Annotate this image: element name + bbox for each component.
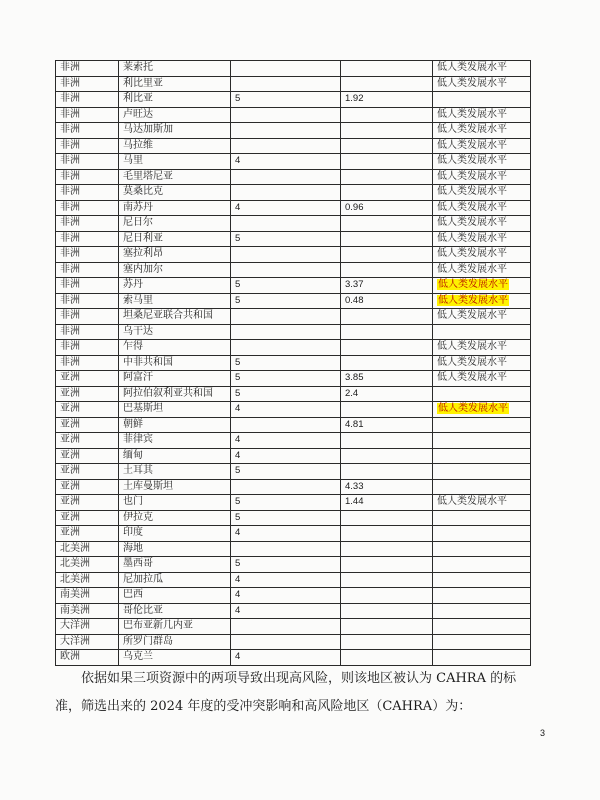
region-cell: 亚洲 <box>56 479 119 495</box>
development-level-cell <box>433 293 531 309</box>
table-row <box>56 588 531 604</box>
index-cell: 4.81 <box>341 417 433 433</box>
development-level-cell <box>433 510 531 526</box>
index-cell: 3.85 <box>341 371 433 387</box>
region-cell: 非洲 <box>56 154 119 170</box>
development-level-cell: 低人类发展水平 <box>433 185 531 201</box>
score-cell <box>231 634 341 650</box>
region-cell: 非洲 <box>56 247 119 263</box>
region-cell: 亚洲 <box>56 495 119 511</box>
country-cell: 毛里塔尼亚 <box>119 169 231 185</box>
table-row <box>56 200 531 216</box>
score-cell: 4 <box>231 526 341 542</box>
table-row <box>56 107 531 123</box>
highlighted-level-text: 低人类发展水平 <box>438 279 508 290</box>
country-cell: 塞拉利昂 <box>119 247 231 263</box>
country-cell: 阿富汗 <box>119 371 231 387</box>
table-row <box>56 262 531 278</box>
development-level-cell <box>433 324 531 340</box>
region-cell: 亚洲 <box>56 526 119 542</box>
country-cell: 卢旺达 <box>119 107 231 123</box>
region-cell: 非洲 <box>56 340 119 356</box>
region-cell: 非洲 <box>56 355 119 371</box>
table-row <box>56 371 531 387</box>
table-row <box>56 185 531 201</box>
index-cell <box>341 619 433 635</box>
table-row <box>56 541 531 557</box>
region-cell: 北美洲 <box>56 557 119 573</box>
index-cell <box>341 650 433 666</box>
country-cell: 哥伦比亚 <box>119 603 231 619</box>
country-cell: 利比亚 <box>119 92 231 108</box>
table-row <box>56 557 531 573</box>
table-row <box>56 309 531 325</box>
region-cell: 大洋洲 <box>56 634 119 650</box>
score-cell <box>231 324 341 340</box>
index-cell <box>341 123 433 139</box>
score-cell: 4 <box>231 603 341 619</box>
score-cell: 5 <box>231 464 341 480</box>
region-cell: 非洲 <box>56 123 119 139</box>
index-cell <box>341 557 433 573</box>
index-cell <box>341 448 433 464</box>
table-row <box>56 650 531 666</box>
country-cell: 菲律宾 <box>119 433 231 449</box>
country-cell: 尼日尔 <box>119 216 231 232</box>
development-level-cell: 低人类发展水平 <box>433 355 531 371</box>
score-cell <box>231 138 341 154</box>
table-row <box>56 433 531 449</box>
development-level-cell: 低人类发展水平 <box>433 154 531 170</box>
development-level-cell: 低人类发展水平 <box>433 61 531 77</box>
region-cell: 亚洲 <box>56 448 119 464</box>
index-cell <box>341 169 433 185</box>
region-cell: 北美洲 <box>56 572 119 588</box>
region-cell: 亚洲 <box>56 417 119 433</box>
development-level-cell <box>433 541 531 557</box>
index-cell <box>341 309 433 325</box>
development-level-cell: 低人类发展水平 <box>433 340 531 356</box>
country-cell: 马拉维 <box>119 138 231 154</box>
table-row <box>56 324 531 340</box>
table-row <box>56 278 531 294</box>
score-cell: 4 <box>231 154 341 170</box>
index-cell <box>341 433 433 449</box>
table-row <box>56 402 531 418</box>
region-cell: 非洲 <box>56 293 119 309</box>
index-cell: 1.44 <box>341 495 433 511</box>
region-cell: 非洲 <box>56 200 119 216</box>
region-cell: 亚洲 <box>56 464 119 480</box>
region-cell: 亚洲 <box>56 402 119 418</box>
country-cell: 尼加拉瓜 <box>119 572 231 588</box>
score-cell: 4 <box>231 448 341 464</box>
score-cell <box>231 76 341 92</box>
table-row <box>56 386 531 402</box>
score-cell: 5 <box>231 231 341 247</box>
region-cell: 南美洲 <box>56 603 119 619</box>
index-cell <box>341 138 433 154</box>
development-level-cell <box>433 572 531 588</box>
country-cell: 乌干达 <box>119 324 231 340</box>
index-cell <box>341 216 433 232</box>
index-cell <box>341 76 433 92</box>
country-cell: 索马里 <box>119 293 231 309</box>
table-row <box>56 293 531 309</box>
country-cell: 尼日利亚 <box>119 231 231 247</box>
country-cell: 莱索托 <box>119 61 231 77</box>
region-cell: 非洲 <box>56 169 119 185</box>
score-cell <box>231 619 341 635</box>
table-row <box>56 340 531 356</box>
risk-table-body <box>56 61 531 666</box>
score-cell <box>231 185 341 201</box>
region-cell: 非洲 <box>56 231 119 247</box>
score-cell: 5 <box>231 92 341 108</box>
development-level-cell <box>433 588 531 604</box>
country-cell: 海地 <box>119 541 231 557</box>
country-cell: 巴基斯坦 <box>119 402 231 418</box>
score-cell: 4 <box>231 572 341 588</box>
country-cell: 中非共和国 <box>119 355 231 371</box>
region-cell: 亚洲 <box>56 386 119 402</box>
country-cell: 巴布亚新几内亚 <box>119 619 231 635</box>
table-row <box>56 247 531 263</box>
development-level-cell: 低人类发展水平 <box>433 231 531 247</box>
table-row <box>56 154 531 170</box>
development-level-cell <box>433 402 531 418</box>
score-cell: 5 <box>231 278 341 294</box>
table-row <box>56 464 531 480</box>
index-cell <box>341 572 433 588</box>
region-cell: 非洲 <box>56 76 119 92</box>
table-row <box>56 76 531 92</box>
criteria-paragraph <box>55 665 535 721</box>
country-cell: 苏丹 <box>119 278 231 294</box>
country-cell: 伊拉克 <box>119 510 231 526</box>
region-cell: 非洲 <box>56 309 119 325</box>
development-level-cell: 低人类发展水平 <box>433 200 531 216</box>
score-cell <box>231 417 341 433</box>
country-cell: 坦桑尼亚联合共和国 <box>119 309 231 325</box>
score-cell <box>231 340 341 356</box>
region-cell: 非洲 <box>56 107 119 123</box>
score-cell <box>231 61 341 77</box>
risk-table <box>55 60 531 666</box>
table-row <box>56 634 531 650</box>
index-cell <box>341 510 433 526</box>
score-cell <box>231 541 341 557</box>
country-cell: 缅甸 <box>119 448 231 464</box>
region-cell: 非洲 <box>56 61 119 77</box>
development-level-cell: 低人类发展水平 <box>433 216 531 232</box>
region-cell: 亚洲 <box>56 371 119 387</box>
country-cell: 利比里亚 <box>119 76 231 92</box>
country-cell: 印度 <box>119 526 231 542</box>
score-cell <box>231 216 341 232</box>
index-cell <box>341 634 433 650</box>
index-cell: 4.33 <box>341 479 433 495</box>
country-cell: 莫桑比克 <box>119 185 231 201</box>
table-row <box>56 355 531 371</box>
score-cell <box>231 309 341 325</box>
score-cell: 4 <box>231 402 341 418</box>
region-cell: 欧洲 <box>56 650 119 666</box>
development-level-cell <box>433 417 531 433</box>
development-level-cell: 低人类发展水平 <box>433 495 531 511</box>
development-level-cell <box>433 557 531 573</box>
development-level-cell <box>433 634 531 650</box>
table-row <box>56 61 531 77</box>
score-cell <box>231 169 341 185</box>
table-row <box>56 169 531 185</box>
table-row <box>56 123 531 139</box>
country-cell: 朝鲜 <box>119 417 231 433</box>
development-level-cell <box>433 92 531 108</box>
country-cell: 南苏丹 <box>119 200 231 216</box>
index-cell: 0.96 <box>341 200 433 216</box>
table-row <box>56 138 531 154</box>
development-level-cell: 低人类发展水平 <box>433 138 531 154</box>
development-level-cell <box>433 619 531 635</box>
region-cell: 北美洲 <box>56 541 119 557</box>
region-cell: 南美洲 <box>56 588 119 604</box>
paragraph-line-2: 准，筛选出来的 2024 年度的受冲突影响和高风险地区（CAHRA）为： <box>55 699 472 714</box>
index-cell <box>341 541 433 557</box>
region-cell: 非洲 <box>56 278 119 294</box>
score-cell: 5 <box>231 386 341 402</box>
country-cell: 土耳其 <box>119 464 231 480</box>
score-cell: 4 <box>231 650 341 666</box>
country-cell: 马达加斯加 <box>119 123 231 139</box>
table-row <box>56 231 531 247</box>
development-level-cell: 低人类发展水平 <box>433 107 531 123</box>
table-row <box>56 448 531 464</box>
score-cell: 5 <box>231 293 341 309</box>
country-cell: 阿拉伯叙利亚共和国 <box>119 386 231 402</box>
region-cell: 非洲 <box>56 92 119 108</box>
table-row <box>56 510 531 526</box>
country-cell: 土库曼斯坦 <box>119 479 231 495</box>
development-level-cell <box>433 448 531 464</box>
development-level-cell: 低人类发展水平 <box>433 169 531 185</box>
score-cell: 5 <box>231 510 341 526</box>
page-number: 3 <box>540 728 546 738</box>
country-cell: 乍得 <box>119 340 231 356</box>
index-cell <box>341 61 433 77</box>
table-row <box>56 603 531 619</box>
index-cell <box>341 107 433 123</box>
region-cell: 非洲 <box>56 262 119 278</box>
score-cell: 4 <box>231 433 341 449</box>
region-cell: 亚洲 <box>56 510 119 526</box>
table-row <box>56 216 531 232</box>
development-level-cell <box>433 479 531 495</box>
score-cell: 5 <box>231 557 341 573</box>
score-cell <box>231 107 341 123</box>
score-cell <box>231 479 341 495</box>
index-cell <box>341 324 433 340</box>
country-cell: 塞内加尔 <box>119 262 231 278</box>
index-cell <box>341 262 433 278</box>
paragraph-line-1: 依据如果三项资源中的两项导致出现高风险，则该地区被认为 CAHRA 的标 <box>81 671 517 686</box>
region-cell: 非洲 <box>56 216 119 232</box>
table-row <box>56 417 531 433</box>
development-level-cell <box>433 650 531 666</box>
index-cell <box>341 464 433 480</box>
highlighted-level-text: 低人类发展水平 <box>438 403 508 414</box>
index-cell <box>341 340 433 356</box>
score-cell <box>231 247 341 263</box>
development-level-cell: 低人类发展水平 <box>433 123 531 139</box>
index-cell: 0.48 <box>341 293 433 309</box>
index-cell: 3.37 <box>341 278 433 294</box>
score-cell: 5 <box>231 371 341 387</box>
development-level-cell <box>433 464 531 480</box>
score-cell: 4 <box>231 588 341 604</box>
region-cell: 非洲 <box>56 138 119 154</box>
country-cell: 巴西 <box>119 588 231 604</box>
index-cell <box>341 154 433 170</box>
development-level-cell: 低人类发展水平 <box>433 262 531 278</box>
index-cell: 2.4 <box>341 386 433 402</box>
region-cell: 亚洲 <box>56 433 119 449</box>
risk-table-container <box>55 60 530 666</box>
score-cell <box>231 123 341 139</box>
index-cell <box>341 185 433 201</box>
development-level-cell <box>433 526 531 542</box>
development-level-cell: 低人类发展水平 <box>433 371 531 387</box>
development-level-cell <box>433 386 531 402</box>
region-cell: 非洲 <box>56 324 119 340</box>
index-cell <box>341 526 433 542</box>
country-cell: 乌克兰 <box>119 650 231 666</box>
table-row <box>56 479 531 495</box>
country-cell: 所罗门群岛 <box>119 634 231 650</box>
table-row <box>56 495 531 511</box>
development-level-cell: 低人类发展水平 <box>433 76 531 92</box>
index-cell <box>341 402 433 418</box>
index-cell <box>341 355 433 371</box>
index-cell: 1.92 <box>341 92 433 108</box>
table-row <box>56 526 531 542</box>
region-cell: 大洋洲 <box>56 619 119 635</box>
score-cell: 4 <box>231 200 341 216</box>
development-level-cell: 低人类发展水平 <box>433 247 531 263</box>
score-cell <box>231 262 341 278</box>
development-level-cell <box>433 603 531 619</box>
development-level-cell: 低人类发展水平 <box>433 309 531 325</box>
region-cell: 非洲 <box>56 185 119 201</box>
index-cell <box>341 588 433 604</box>
country-cell: 也门 <box>119 495 231 511</box>
index-cell <box>341 247 433 263</box>
highlighted-level-text: 低人类发展水平 <box>438 294 508 306</box>
index-cell <box>341 603 433 619</box>
score-cell: 5 <box>231 495 341 511</box>
country-cell: 墨西哥 <box>119 557 231 573</box>
score-cell: 5 <box>231 355 341 371</box>
index-cell <box>341 231 433 247</box>
development-level-cell <box>433 278 531 294</box>
country-cell: 马里 <box>119 154 231 170</box>
table-row <box>56 572 531 588</box>
table-row <box>56 92 531 108</box>
development-level-cell <box>433 433 531 449</box>
table-row <box>56 619 531 635</box>
